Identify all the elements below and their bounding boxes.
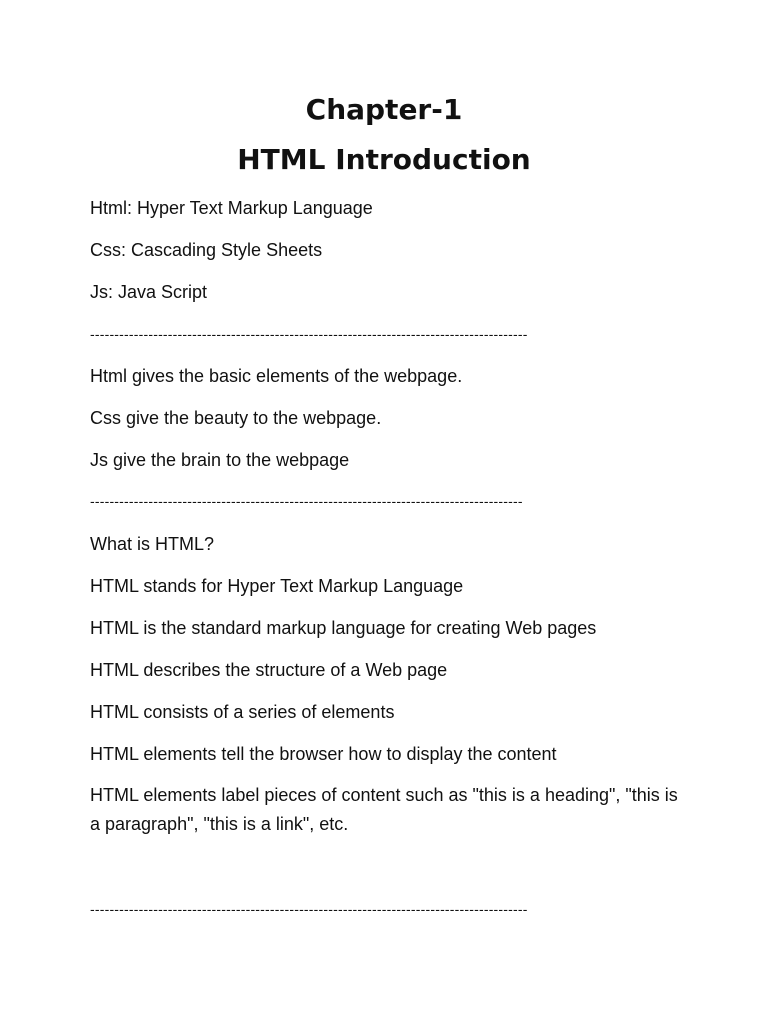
point-item: HTML describes the structure of a Web page <box>90 660 448 680</box>
question-heading: What is HTML? <box>90 534 215 554</box>
chapter-title: Chapter-1 <box>305 93 463 126</box>
point-item: HTML elements label pieces of content such as "this is a heading", "this is a paragraph", "this is a link", etc. <box>90 785 678 834</box>
role-js: Js give the brain to the webpage <box>90 450 350 470</box>
abbreviation-html: Html: Hyper Text Markup Language <box>90 198 373 218</box>
abbreviation-js: Js: Java Script <box>90 282 208 302</box>
point-item: HTML stands for Hyper Text Markup Language <box>90 576 464 596</box>
point-item: HTML is the standard markup language for creating Web pages <box>90 618 597 638</box>
section-title: HTML Introduction <box>237 143 531 176</box>
point-item: HTML consists of a series of elements <box>90 702 395 722</box>
role-css: Css give the beauty to the webpage. <box>90 408 382 428</box>
separator-line: ------------------------------------------------------------------------------------------ <box>90 901 528 917</box>
point-item: HTML elements tell the browser how to display the content <box>90 744 557 764</box>
role-html: Html gives the basic elements of the webpage. <box>90 366 463 386</box>
abbreviation-css: Css: Cascading Style Sheets <box>90 240 323 260</box>
separator-line: ------------------------------------------------------------------------------------------ <box>90 326 528 342</box>
separator-line: ----------------------------------------------------------------------------------------- <box>90 493 523 509</box>
